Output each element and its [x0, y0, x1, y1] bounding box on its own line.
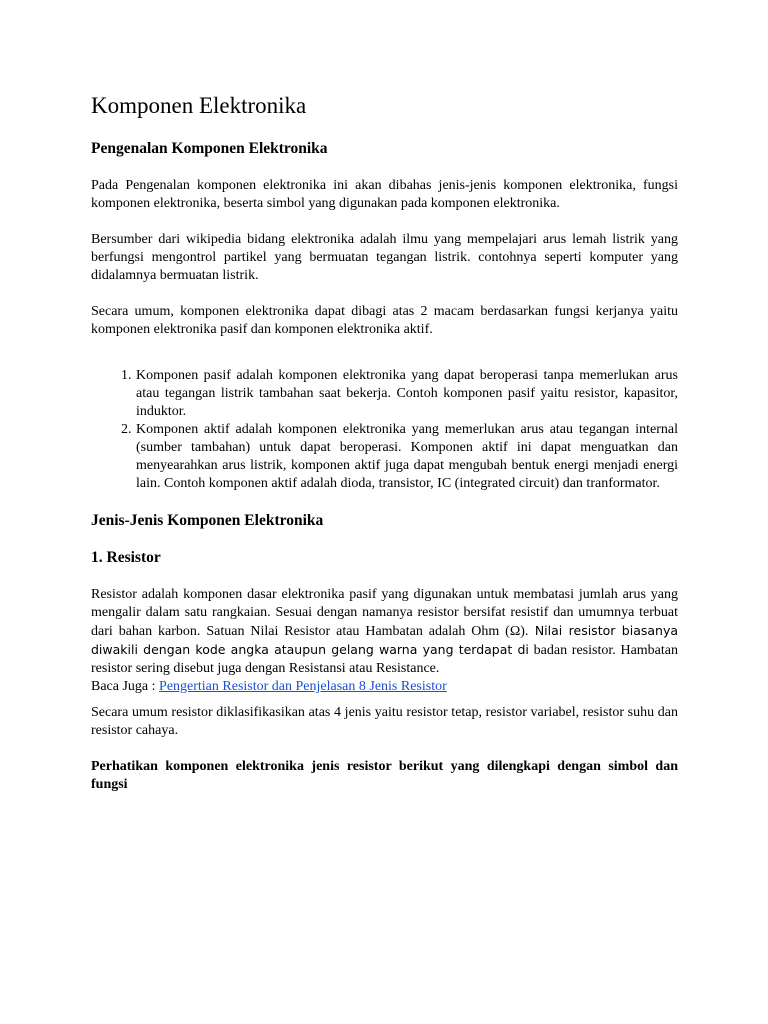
- heading-pengenalan: Pengenalan Komponen Elektronika: [91, 140, 328, 157]
- baca-juga-link[interactable]: Pengertian Resistor dan Penjelasan 8 Jenis Resistor: [159, 679, 447, 694]
- baca-juga-label: Baca Juga :: [91, 679, 160, 694]
- paragraph-resistor-bold: Perhatikan komponen elektronika jenis resistor berikut yang dilengkapi dengan simbol dan fungsi: [91, 759, 678, 792]
- document-page: [91, 92, 678, 794]
- paragraph-intro-3: Secara umum, komponen elektronika dapat dibagi atas 2 macam berdasarkan fungsi kerjanya yaitu komponen elektronika pasif dan komponen elektronika aktif.: [91, 304, 678, 337]
- list-item-pasif: 1. Komponen pasif adalah komponen elektronika yang dapat beroperasi tanpa memerlukan arus atau tegangan listrik tambahan saat bekerja. Contoh komponen pasif yaitu resistor, kapasitor, induktor.: [135, 367, 678, 421]
- paragraph-intro-1: Pada Pengenalan komponen elektronika ini akan dibahas jenis-jenis komponen elektronika, fungsi komponen elektronika, beserta simbol yang digunakan pada komponen elektronika.: [91, 178, 678, 211]
- baca-juga-line: [91, 678, 678, 696]
- paragraph-intro-2: Bersumber dari wikipedia bidang elektronika adalah ilmu yang mempelajari arus lemah listrik yang berfungsi mengontrol partikel yang bermuatan tegangan listrik. contohnya seperti komputer yang didalamnya bermuatan listrik.: [91, 232, 678, 283]
- paragraph-resistor-2: Secara umum resistor diklasifikasikan atas 4 jenis yaitu resistor tetap, resistor variabel, resistor suhu dan resistor cahaya.: [91, 705, 678, 738]
- resistor-text-sans: Nilai resistor biasanya diwakili dengan kode angka ataupun gelang warna yang terdapat di: [91, 623, 679, 657]
- heading-resistor: 1. Resistor: [91, 549, 161, 566]
- resistor-text-serif: Resistor adalah komponen dasar elektronika pasif yang digunakan untuk membatasi jumlah arus yang mengalir dalam satu rangkaian. Sesuai dengan namanya resistor bersifat resistif dan umumnya terbuat dari bahan karbon. Satuan Nilai Resistor atau Hambatan adalah Ohm (Ω).: [91, 587, 678, 639]
- component-type-list: [91, 367, 678, 493]
- resistor-text-tail: badan resistor. Hambatan resistor sering disebut juga dengan Resistansi atau Resistance.: [91, 643, 678, 676]
- paragraph-resistor-1: [91, 586, 678, 678]
- heading-jenis-jenis: Jenis-Jenis Komponen Elektronika: [91, 512, 324, 529]
- document-title: Komponen Elektronika: [91, 93, 307, 118]
- list-item-aktif: 2. Komponen aktif adalah komponen elektronika yang memerlukan arus atau tegangan internal (sumber tambahan) untuk dapat beroperasi. Komponen aktif ini dapat menguatkan dan menyearahkan arus listrik, komponen aktif juga dapat mengubah bentuk energi menjadi energi lain. Contoh komponen aktif adalah dioda, transistor, IC (integrated circuit) dan tranformator.: [135, 421, 678, 493]
